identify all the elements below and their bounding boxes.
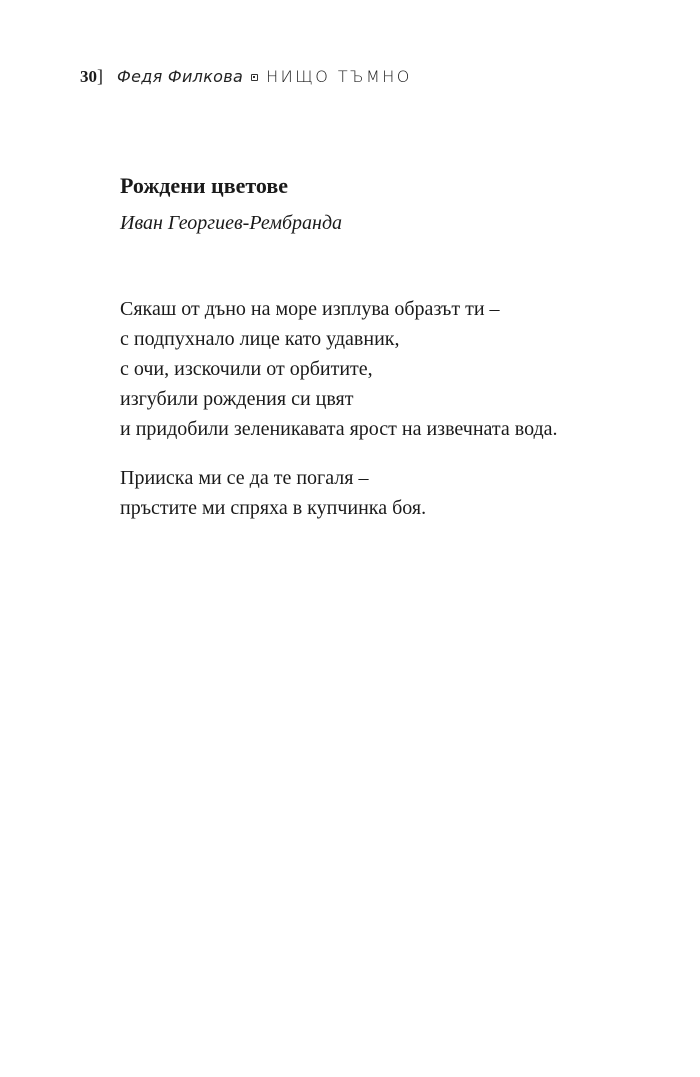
poem-stanza-2: [120, 463, 426, 523]
poem-line: Приискa ми се да те погаля –: [120, 467, 369, 489]
running-head: [80, 66, 412, 87]
poem-stanza-1: [120, 294, 558, 444]
page-number: 30: [80, 67, 97, 86]
poem-line: с подпухнало лице като удавник,: [120, 328, 400, 350]
poem-title: Рождени цветове: [120, 173, 288, 198]
square-ornament-icon: [251, 74, 258, 81]
poem-line: с очи, изскочили от орбитите,: [120, 358, 373, 380]
page-number-bracket: ]: [97, 66, 103, 86]
poem-line: изгубили рождения си цвят: [120, 388, 354, 410]
running-head-book-title: НИЩО ТЪМНО: [266, 67, 412, 86]
poem-line: и придобили зеленикавата ярост на извечната вода.: [120, 418, 558, 440]
poem-line: Сякаш от дъно на море изплува образът ти –: [120, 298, 500, 320]
poem-author: Иван Георгиев-Рембранда: [120, 212, 343, 234]
poem-line: пръстите ми спряха в купчинка боя.: [120, 497, 427, 519]
running-head-author: Федя Филкова: [117, 67, 244, 86]
